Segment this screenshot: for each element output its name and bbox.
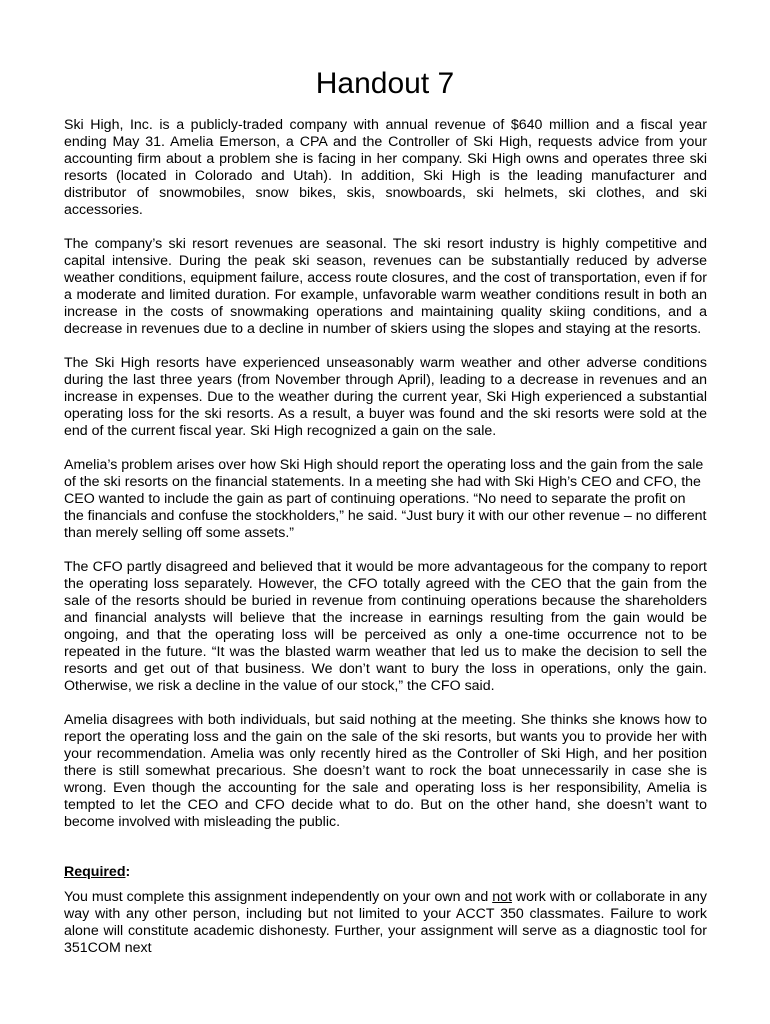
required-emphasis: not	[492, 889, 512, 905]
paragraph-amelia-disagrees: Amelia disagrees with both individuals, but said nothing at the meeting. She thinks she knows how to report the operating loss and the gain on the sale of the ski resorts, but wants you to provide her with your recommendation. Amelia was only recently hired as the Controller of Ski High, and her position there is still somewhat precarious. She doesn’t want to rock the boat unnecessarily in case she is wrong. Even though the accounting for the sale and operating loss is her responsibility, Amelia is tempted to let the CEO and CFO decide what to do. But on the other hand, she doesn’t want to become involved with misleading the public.	[64, 712, 707, 830]
paragraph-warm-weather: The Ski High resorts have experienced unseasonably warm weather and other adverse conditions during the last three years (from November through April), leading to a decrease in revenues and an increase in expenses. Due to the weather during the current year, Ski High experienced a substantial operating loss for the ski resorts. As a result, a buyer was found and the ski resorts were sold at the end of the current fiscal year. Ski High recognized a gain on the sale.	[64, 355, 707, 439]
paragraph-seasonal-revenues: The company’s ski resort revenues are seasonal. The ski resort industry is highly competitive and capital intensive. During the peak ski season, revenues can be substantially reduced by adverse weather conditions, equipment failure, access route closures, and the cost of transportation, even if for a moderate and limited duration. For example, unfavorable warm weather conditions result in both an increase in the costs of snowmaking operations and maintaining quality skiing conditions, and a decrease in revenues due to a decline in number of skiers using the slopes and staying at the resorts.	[64, 236, 707, 337]
paragraph-cfo-view: The CFO partly disagreed and believed that it would be more advantageous for the company to report the operating loss separately. However, the CFO totally agreed with the CEO that the gain from the sale of the resorts should be buried in revenue from continuing operations because the shareholders and financial analysts will believe that the increase in earnings resulting from the gain would be ongoing, and that the operating loss will be perceived as only a one-time occurrence not to be repeated in the future. “It was the blasted warm weather that led us to make the decision to sell the resorts and get out of that business. We don’t want to bury the loss in operations, only the gain. Otherwise, we risk a decline in the value of our stock,” the CFO said.	[64, 559, 707, 694]
page-title: Handout 7	[315, 67, 455, 100]
required-heading	[64, 864, 707, 881]
required-colon: :	[125, 864, 131, 880]
document-body	[64, 117, 707, 957]
required-text-before: You must complete this assignment independently on your own and	[64, 889, 493, 905]
required-label: Required	[64, 864, 126, 880]
paragraph-intro: Ski High, Inc. is a publicly-traded company with annual revenue of $640 million and a fiscal year ending May 31. Amelia Emerson, a CPA and the Controller of Ski High, requests advice from your accounting firm about a problem she is facing in her company. Ski High owns and operates three ski resorts (located in Colorado and Utah). In addition, Ski High is the leading manufacturer and distributor of snowmobiles, snow bikes, skis, snowboards, ski helmets, ski clothes, and ski accessories.	[64, 117, 707, 218]
paragraph-ameila-problem: Amelia’s problem arises over how Ski High should report the operating loss and the gain from the sale of the ski resorts on the financial statements. In a meeting she had with Ski High’s CEO and CFO, the CEO wanted to include the gain as part of continuing operations. “No need to separate the profit on the financials and confuse the stockholders,” he said. “Just bury it with our other revenue – no different than merely selling off some assets.”	[64, 457, 707, 541]
required-paragraph	[64, 889, 707, 957]
required-text-after: work with or collaborate in any way with any other person, including but not limited to your ACCT 350 classmates. Failure to work alone will constitute academic dishonesty. Further, your assignment will serve as a diagnostic tool for 351COM next	[64, 889, 707, 956]
